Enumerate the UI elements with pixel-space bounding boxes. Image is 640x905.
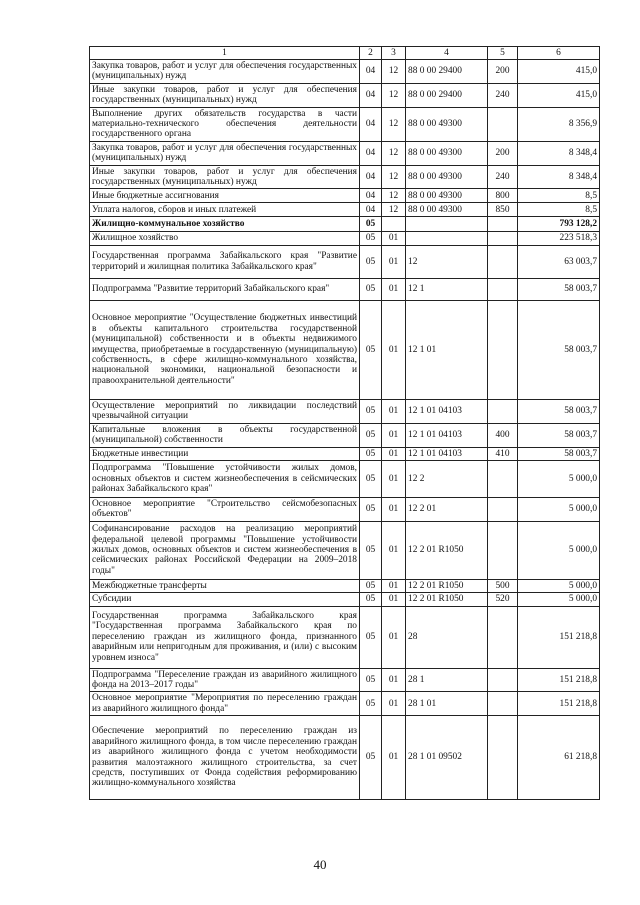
table-row bbox=[90, 217, 600, 232]
row-expense-type-cell: 500 bbox=[488, 579, 518, 592]
row-section-cell: 05 bbox=[360, 217, 382, 232]
table-row bbox=[90, 278, 600, 300]
row-expense-type-cell bbox=[488, 217, 518, 232]
col-header-4: 4 bbox=[406, 47, 488, 60]
row-section-cell: 05 bbox=[360, 497, 382, 521]
row-name-cell: Бюджетные инвестиции bbox=[90, 447, 360, 460]
row-target-article-cell: 88 0 00 49300 bbox=[406, 203, 488, 217]
row-subsection-cell: 01 bbox=[382, 460, 406, 497]
row-subsection-cell: 01 bbox=[382, 521, 406, 579]
table-row bbox=[90, 579, 600, 592]
row-section-cell: 05 bbox=[360, 606, 382, 668]
row-section-cell: 05 bbox=[360, 232, 382, 245]
row-subsection-cell: 01 bbox=[382, 579, 406, 592]
row-target-article-cell: 12 1 01 bbox=[406, 300, 488, 399]
row-expense-type-cell bbox=[488, 716, 518, 800]
table-row bbox=[90, 716, 600, 800]
row-subsection-cell: 01 bbox=[382, 399, 406, 423]
row-name-cell: Государственная программа Забайкальского края "Государственная программа Забайкальского края по переселению граждан из жилищного фонда, признанного аварийным или непригодным для проживания, и (или) с высоким уровнем износа" bbox=[90, 606, 360, 668]
row-amount-cell: 61 218,8 bbox=[518, 716, 600, 800]
row-expense-type-cell: 240 bbox=[488, 165, 518, 189]
row-expense-type-cell bbox=[488, 668, 518, 692]
row-expense-type-cell: 850 bbox=[488, 203, 518, 217]
budget-table bbox=[89, 46, 600, 800]
row-amount-cell: 151 218,8 bbox=[518, 606, 600, 668]
row-subsection-cell: 12 bbox=[382, 83, 406, 107]
row-amount-cell: 58 003,7 bbox=[518, 399, 600, 423]
row-amount-cell: 223 518,3 bbox=[518, 232, 600, 245]
row-name-cell: Софинансирование расходов на реализацию мероприятий федеральной целевой программы "Повышение устойчивости жилых домов, основных объектов и систем жизнеобеспечения в сейсмических районах Российской Федерации на 2009–2018 годы" bbox=[90, 521, 360, 579]
row-section-cell: 04 bbox=[360, 83, 382, 107]
row-subsection-cell: 01 bbox=[382, 497, 406, 521]
row-amount-cell: 5 000,0 bbox=[518, 521, 600, 579]
table-row bbox=[90, 107, 600, 141]
row-target-article-cell: 88 0 00 49300 bbox=[406, 165, 488, 189]
row-subsection-cell: 01 bbox=[382, 593, 406, 606]
row-name-cell: Подпрограмма "Развитие территорий Забайкальского края" bbox=[90, 278, 360, 300]
row-subsection-cell: 01 bbox=[382, 716, 406, 800]
table-row bbox=[90, 399, 600, 423]
row-amount-cell: 415,0 bbox=[518, 60, 600, 84]
row-subsection-cell: 01 bbox=[382, 245, 406, 278]
row-target-article-cell bbox=[406, 217, 488, 232]
row-amount-cell: 151 218,8 bbox=[518, 668, 600, 692]
row-target-article-cell: 28 bbox=[406, 606, 488, 668]
row-expense-type-cell bbox=[488, 606, 518, 668]
row-section-cell: 05 bbox=[360, 447, 382, 460]
row-expense-type-cell bbox=[488, 460, 518, 497]
row-expense-type-cell bbox=[488, 399, 518, 423]
row-section-cell: 05 bbox=[360, 278, 382, 300]
row-amount-cell: 5 000,0 bbox=[518, 593, 600, 606]
table-row bbox=[90, 497, 600, 521]
table-row bbox=[90, 165, 600, 189]
row-target-article-cell: 12 2 01 R1050 bbox=[406, 521, 488, 579]
row-target-article-cell: 12 1 01 04103 bbox=[406, 399, 488, 423]
row-subsection-cell: 01 bbox=[382, 606, 406, 668]
page-number: 40 bbox=[313, 857, 327, 872]
row-subsection-cell: 01 bbox=[382, 447, 406, 460]
row-name-cell: Иные бюджетные ассигнования bbox=[90, 189, 360, 203]
row-subsection-cell bbox=[382, 217, 406, 232]
row-target-article-cell: 88 0 00 29400 bbox=[406, 83, 488, 107]
row-amount-cell: 8 348,4 bbox=[518, 141, 600, 165]
row-section-cell: 05 bbox=[360, 423, 382, 447]
row-target-article-cell: 88 0 00 29400 bbox=[406, 60, 488, 84]
row-section-cell: 05 bbox=[360, 399, 382, 423]
row-name-cell: Обеспечение мероприятий по переселению граждан из аварийного жилищного фонда, в том числе переселению граждан из аварийного жилищного фонда с учетом необходимости развития малоэтажного жилищного строительства, за счет средств, поступивших от Фонда содействия реформированию жилищно-коммунального хозяйства bbox=[90, 716, 360, 800]
table-row bbox=[90, 300, 600, 399]
row-target-article-cell: 12 1 bbox=[406, 278, 488, 300]
row-name-cell: Осуществление мероприятий по ликвидации последствий чрезвычайной ситуации bbox=[90, 399, 360, 423]
table-row bbox=[90, 692, 600, 716]
row-expense-type-cell bbox=[488, 300, 518, 399]
row-name-cell: Выполнение других обязательств государства в части материально-технического обеспечения деятельности государственного органа bbox=[90, 107, 360, 141]
table-row bbox=[90, 232, 600, 245]
row-amount-cell: 58 003,7 bbox=[518, 300, 600, 399]
header-row bbox=[90, 47, 600, 60]
row-subsection-cell: 01 bbox=[382, 278, 406, 300]
row-target-article-cell: 12 bbox=[406, 245, 488, 278]
row-name-cell: Закупка товаров, работ и услуг для обеспечения государственных (муниципальных) нужд bbox=[90, 141, 360, 165]
table-row bbox=[90, 60, 600, 84]
row-name-cell: Жилищно-коммунальное хозяйство bbox=[90, 217, 360, 232]
row-expense-type-cell bbox=[488, 107, 518, 141]
row-name-cell: Подпрограмма "Повышение устойчивости жилых домов, основных объектов и систем жизнеобеспечения в сейсмических районах Забайкальского края" bbox=[90, 460, 360, 497]
row-section-cell: 05 bbox=[360, 300, 382, 399]
row-expense-type-cell: 410 bbox=[488, 447, 518, 460]
row-subsection-cell: 12 bbox=[382, 60, 406, 84]
row-amount-cell: 8 348,4 bbox=[518, 165, 600, 189]
row-section-cell: 04 bbox=[360, 189, 382, 203]
row-section-cell: 04 bbox=[360, 60, 382, 84]
row-name-cell: Жилищное хозяйство bbox=[90, 232, 360, 245]
row-section-cell: 04 bbox=[360, 141, 382, 165]
table-row bbox=[90, 83, 600, 107]
table-body bbox=[90, 60, 600, 800]
row-name-cell: Государственная программа Забайкальского края "Развитие территорий и жилищная политика Забайкальского края" bbox=[90, 245, 360, 278]
row-target-article-cell: 12 2 01 R1050 bbox=[406, 593, 488, 606]
row-name-cell: Закупка товаров, работ и услуг для обеспечения государственных (муниципальных) нужд bbox=[90, 60, 360, 84]
row-subsection-cell: 12 bbox=[382, 141, 406, 165]
row-section-cell: 05 bbox=[360, 716, 382, 800]
row-expense-type-cell: 240 bbox=[488, 83, 518, 107]
row-amount-cell: 5 000,0 bbox=[518, 460, 600, 497]
col-header-2: 2 bbox=[360, 47, 382, 60]
row-amount-cell: 8,5 bbox=[518, 189, 600, 203]
table-row bbox=[90, 203, 600, 217]
table-row bbox=[90, 189, 600, 203]
row-expense-type-cell: 200 bbox=[488, 60, 518, 84]
row-name-cell: Основное мероприятие "Строительство сейсмобезопасных объектов" bbox=[90, 497, 360, 521]
row-name-cell: Капитальные вложения в объекты государственной (муниципальной) собственности bbox=[90, 423, 360, 447]
row-expense-type-cell bbox=[488, 278, 518, 300]
row-amount-cell: 5 000,0 bbox=[518, 497, 600, 521]
row-target-article-cell: 12 2 01 R1050 bbox=[406, 579, 488, 592]
row-amount-cell: 415,0 bbox=[518, 83, 600, 107]
row-target-article-cell: 88 0 00 49300 bbox=[406, 107, 488, 141]
row-target-article-cell: 12 2 01 bbox=[406, 497, 488, 521]
table-row bbox=[90, 521, 600, 579]
table-row bbox=[90, 245, 600, 278]
row-subsection-cell: 12 bbox=[382, 203, 406, 217]
row-name-cell: Иные закупки товаров, работ и услуг для обеспечения государственных (муниципальных) нужд bbox=[90, 83, 360, 107]
row-section-cell: 05 bbox=[360, 579, 382, 592]
row-expense-type-cell: 800 bbox=[488, 189, 518, 203]
row-subsection-cell: 01 bbox=[382, 300, 406, 399]
row-section-cell: 05 bbox=[360, 245, 382, 278]
row-section-cell: 05 bbox=[360, 692, 382, 716]
row-expense-type-cell bbox=[488, 232, 518, 245]
row-section-cell: 05 bbox=[360, 521, 382, 579]
row-target-article-cell: 12 2 bbox=[406, 460, 488, 497]
col-header-5: 5 bbox=[488, 47, 518, 60]
col-header-3: 3 bbox=[382, 47, 406, 60]
row-expense-type-cell: 200 bbox=[488, 141, 518, 165]
row-subsection-cell: 01 bbox=[382, 692, 406, 716]
row-amount-cell: 58 003,7 bbox=[518, 447, 600, 460]
row-amount-cell: 8,5 bbox=[518, 203, 600, 217]
row-expense-type-cell bbox=[488, 521, 518, 579]
row-expense-type-cell: 400 bbox=[488, 423, 518, 447]
row-section-cell: 04 bbox=[360, 165, 382, 189]
row-amount-cell: 58 003,7 bbox=[518, 278, 600, 300]
col-header-1: 1 bbox=[90, 47, 360, 60]
col-header-6: 6 bbox=[518, 47, 600, 60]
row-name-cell: Межбюджетные трансферты bbox=[90, 579, 360, 592]
row-section-cell: 05 bbox=[360, 668, 382, 692]
row-subsection-cell: 01 bbox=[382, 668, 406, 692]
row-target-article-cell: 12 1 01 04103 bbox=[406, 423, 488, 447]
table-row bbox=[90, 668, 600, 692]
row-expense-type-cell bbox=[488, 497, 518, 521]
row-section-cell: 05 bbox=[360, 460, 382, 497]
row-amount-cell: 8 356,9 bbox=[518, 107, 600, 141]
row-name-cell: Иные закупки товаров, работ и услуг для обеспечения государственных (муниципальных) нужд bbox=[90, 165, 360, 189]
row-amount-cell: 63 003,7 bbox=[518, 245, 600, 278]
row-amount-cell: 151 218,8 bbox=[518, 692, 600, 716]
row-target-article-cell: 88 0 00 49300 bbox=[406, 189, 488, 203]
row-subsection-cell: 12 bbox=[382, 189, 406, 203]
row-expense-type-cell bbox=[488, 692, 518, 716]
row-amount-cell: 58 003,7 bbox=[518, 423, 600, 447]
table-row bbox=[90, 141, 600, 165]
row-target-article-cell: 12 1 01 04103 bbox=[406, 447, 488, 460]
row-subsection-cell: 12 bbox=[382, 165, 406, 189]
row-amount-cell: 793 128,2 bbox=[518, 217, 600, 232]
row-name-cell: Подпрограмма "Переселение граждан из аварийного жилищного фонда на 2013–2017 годы" bbox=[90, 668, 360, 692]
table-row bbox=[90, 606, 600, 668]
row-amount-cell: 5 000,0 bbox=[518, 579, 600, 592]
row-section-cell: 04 bbox=[360, 107, 382, 141]
row-section-cell: 05 bbox=[360, 593, 382, 606]
table-row bbox=[90, 447, 600, 460]
row-subsection-cell: 01 bbox=[382, 423, 406, 447]
row-section-cell: 04 bbox=[360, 203, 382, 217]
row-target-article-cell: 88 0 00 49300 bbox=[406, 141, 488, 165]
table-row bbox=[90, 460, 600, 497]
row-subsection-cell: 12 bbox=[382, 107, 406, 141]
row-subsection-cell: 01 bbox=[382, 232, 406, 245]
row-name-cell: Субсидии bbox=[90, 593, 360, 606]
row-expense-type-cell: 520 bbox=[488, 593, 518, 606]
table-row bbox=[90, 593, 600, 606]
row-name-cell: Основное мероприятие "Осуществление бюджетных инвестиций в объекты капитального строительства государственной (муниципальной) собственности и в объекты недвижимого имущества, приобретаемые в государственную (муниципальную) собственность, в сфере жилищно-коммунального хозяйства, национальной экономики, национальной безопасности и правоохранительной деятельности" bbox=[90, 300, 360, 399]
row-expense-type-cell bbox=[488, 245, 518, 278]
row-target-article-cell bbox=[406, 232, 488, 245]
row-name-cell: Уплата налогов, сборов и иных платежей bbox=[90, 203, 360, 217]
row-name-cell: Основное мероприятие "Мероприятия по переселению граждан из аварийного жилищного фонда" bbox=[90, 692, 360, 716]
row-target-article-cell: 28 1 01 09502 bbox=[406, 716, 488, 800]
table-row bbox=[90, 423, 600, 447]
row-target-article-cell: 28 1 01 bbox=[406, 692, 488, 716]
row-target-article-cell: 28 1 bbox=[406, 668, 488, 692]
